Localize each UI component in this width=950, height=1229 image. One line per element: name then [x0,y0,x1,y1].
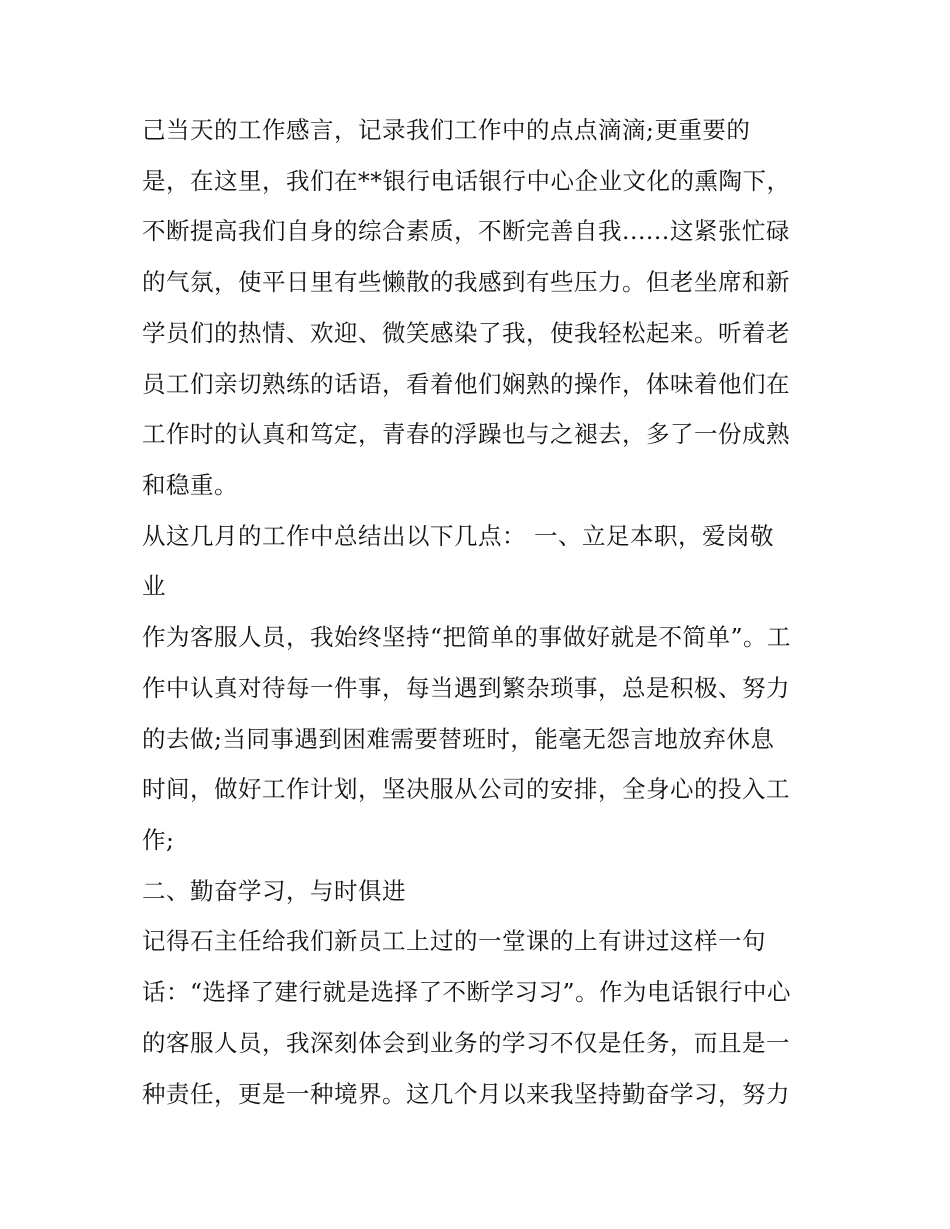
text-line: 的气氛，使平日里有些懒散的我感到有些压力。但老坐席和新 [142,268,790,296]
text-line: 工作时的认真和笃定，青春的浮躁也与之褪去，多了一份成熟 [142,420,790,448]
text-line: 话：“选择了建行就是选择了不断学习习”。作为电话银行中心 [142,978,792,1006]
text-line: 和稳重。 [142,471,238,499]
text-line: 作; [142,826,175,854]
text-line: 己当天的工作感言，记录我们工作中的点点滴滴;更重要的 [142,116,751,144]
text-line: 员工们亲切熟练的话语，看着他们娴熟的操作，体味着他们在 [142,370,790,398]
text-line: 种责任，更是一种境界。这几个月以来我坚持勤奋学习，努力 [142,1080,790,1108]
text-line: 是，在这里，我们在**银行电话银行中心企业文化的熏陶下， [142,167,791,195]
text-line: 学员们的热情、欢迎、微笑感染了我，使我轻松起来。听着老 [142,319,790,347]
text-line: 不断提高我们自身的综合素质，不断完善自我......这紧张忙碌 [142,217,790,245]
text-line: 记得石主任给我们新员工上过的一堂课的上有讲过这样一句 [142,927,766,955]
text-line: 从这几月的工作中总结出以下几点： 一、立足本职，爱岗敬 [142,522,774,550]
text-line: 作为客服人员，我始终坚持“把简单的事做好就是不简单”。工 [142,623,792,651]
section-heading: 二、勤奋学习，与时俱进 [142,877,406,905]
text-line: 的去做;当同事遇到困难需要替班时，能毫无怨言地放弃休息 [142,725,775,753]
text-line: 时间，做好工作计划，坚决服从公司的安排，全身心的投入工 [142,775,790,803]
text-line: 业 [142,572,166,600]
text-line: 的客服人员，我深刻体会到业务的学习不仅是任务，而且是一 [142,1029,790,1057]
text-line: 作中认真对待每一件事，每当遇到繁杂琐事，总是积极、努力 [142,674,790,702]
